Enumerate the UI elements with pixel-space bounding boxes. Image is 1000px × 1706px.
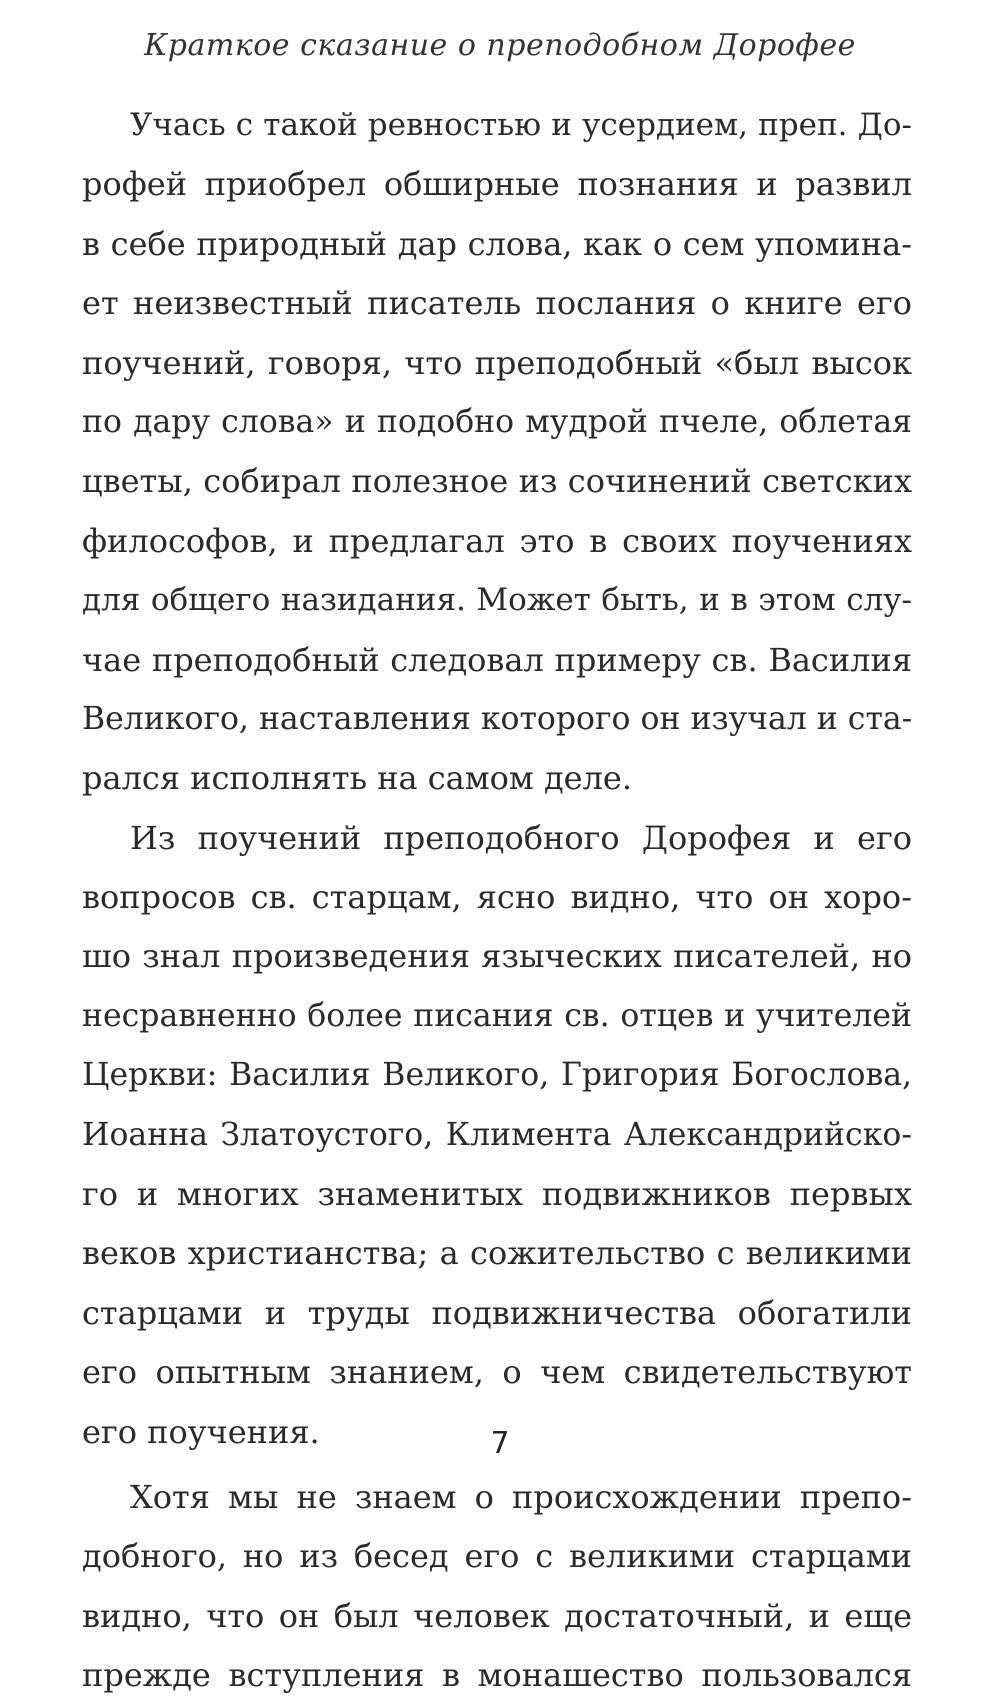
text-line: го и многих знаменитых подвижников первых (82, 1175, 912, 1214)
text-line: Церкви: Василия Великого, Григория Богослова, (82, 1057, 912, 1094)
page-number: 7 (490, 1426, 510, 1461)
text-line: прежде вступления в монашество пользовался (82, 1656, 912, 1695)
text-line: цветы, собирал полезное из сочинений светских (82, 462, 912, 501)
body-text (82, 96, 912, 1706)
text-line: шо знал произведения языческих писателей, но (82, 937, 912, 976)
text-line: вопросов св. старцам, ясно видно, что он хоро- (82, 878, 912, 917)
running-head: Краткое сказание о преподобном Дорофее (144, 28, 856, 63)
text-line: поучений, говоря, что преподобный «был высок (82, 343, 912, 382)
text-line: чае преподобный следовал примеру св. Василия (82, 640, 912, 679)
text-line: Учась с такой ревностью и усердием, преп. До- (130, 107, 912, 143)
text-line: Великого, наставления которого он изучал и ста- (82, 700, 912, 737)
text-line: рался исполнять на самом деле. (82, 759, 633, 798)
text-line: по дару слова» и подобно мудрой пчеле, облетая (82, 403, 912, 440)
text-line: веков христианства; а сожительство с великими (82, 1234, 912, 1273)
text-line: в себе природный дар слова, как о сем упомина- (82, 224, 912, 263)
text-line: Из поучений преподобного Дорофея и его (130, 818, 912, 857)
text-line: Хотя мы не знаем о происхождении препо- (130, 1477, 912, 1516)
text-line: видно, что он был человек достаточный, и еще (82, 1596, 912, 1635)
text-line: Иоанна Златоустого, Климента Александрийско- (82, 1116, 912, 1153)
text-line: его опытным знанием, о чем свидетельствуют (82, 1353, 912, 1392)
text-line: рофей приобрел обширные познания и развил (82, 165, 912, 204)
text-line: ет неизвестный писатель послания о книге его (82, 284, 912, 323)
text-line: несравненно более писания св. отцев и учителей (82, 997, 912, 1034)
text-line: для общего назидания. Может быть, и в этом слу- (82, 582, 912, 619)
text-line: философов, и предлагал это в своих поучениях (82, 521, 912, 560)
text-line: его поучения. (82, 1412, 320, 1451)
text-line: добного, но из бесед его с великими старцами (82, 1537, 912, 1576)
text-line: старцами и труды подвижничества обогатили (82, 1293, 912, 1332)
